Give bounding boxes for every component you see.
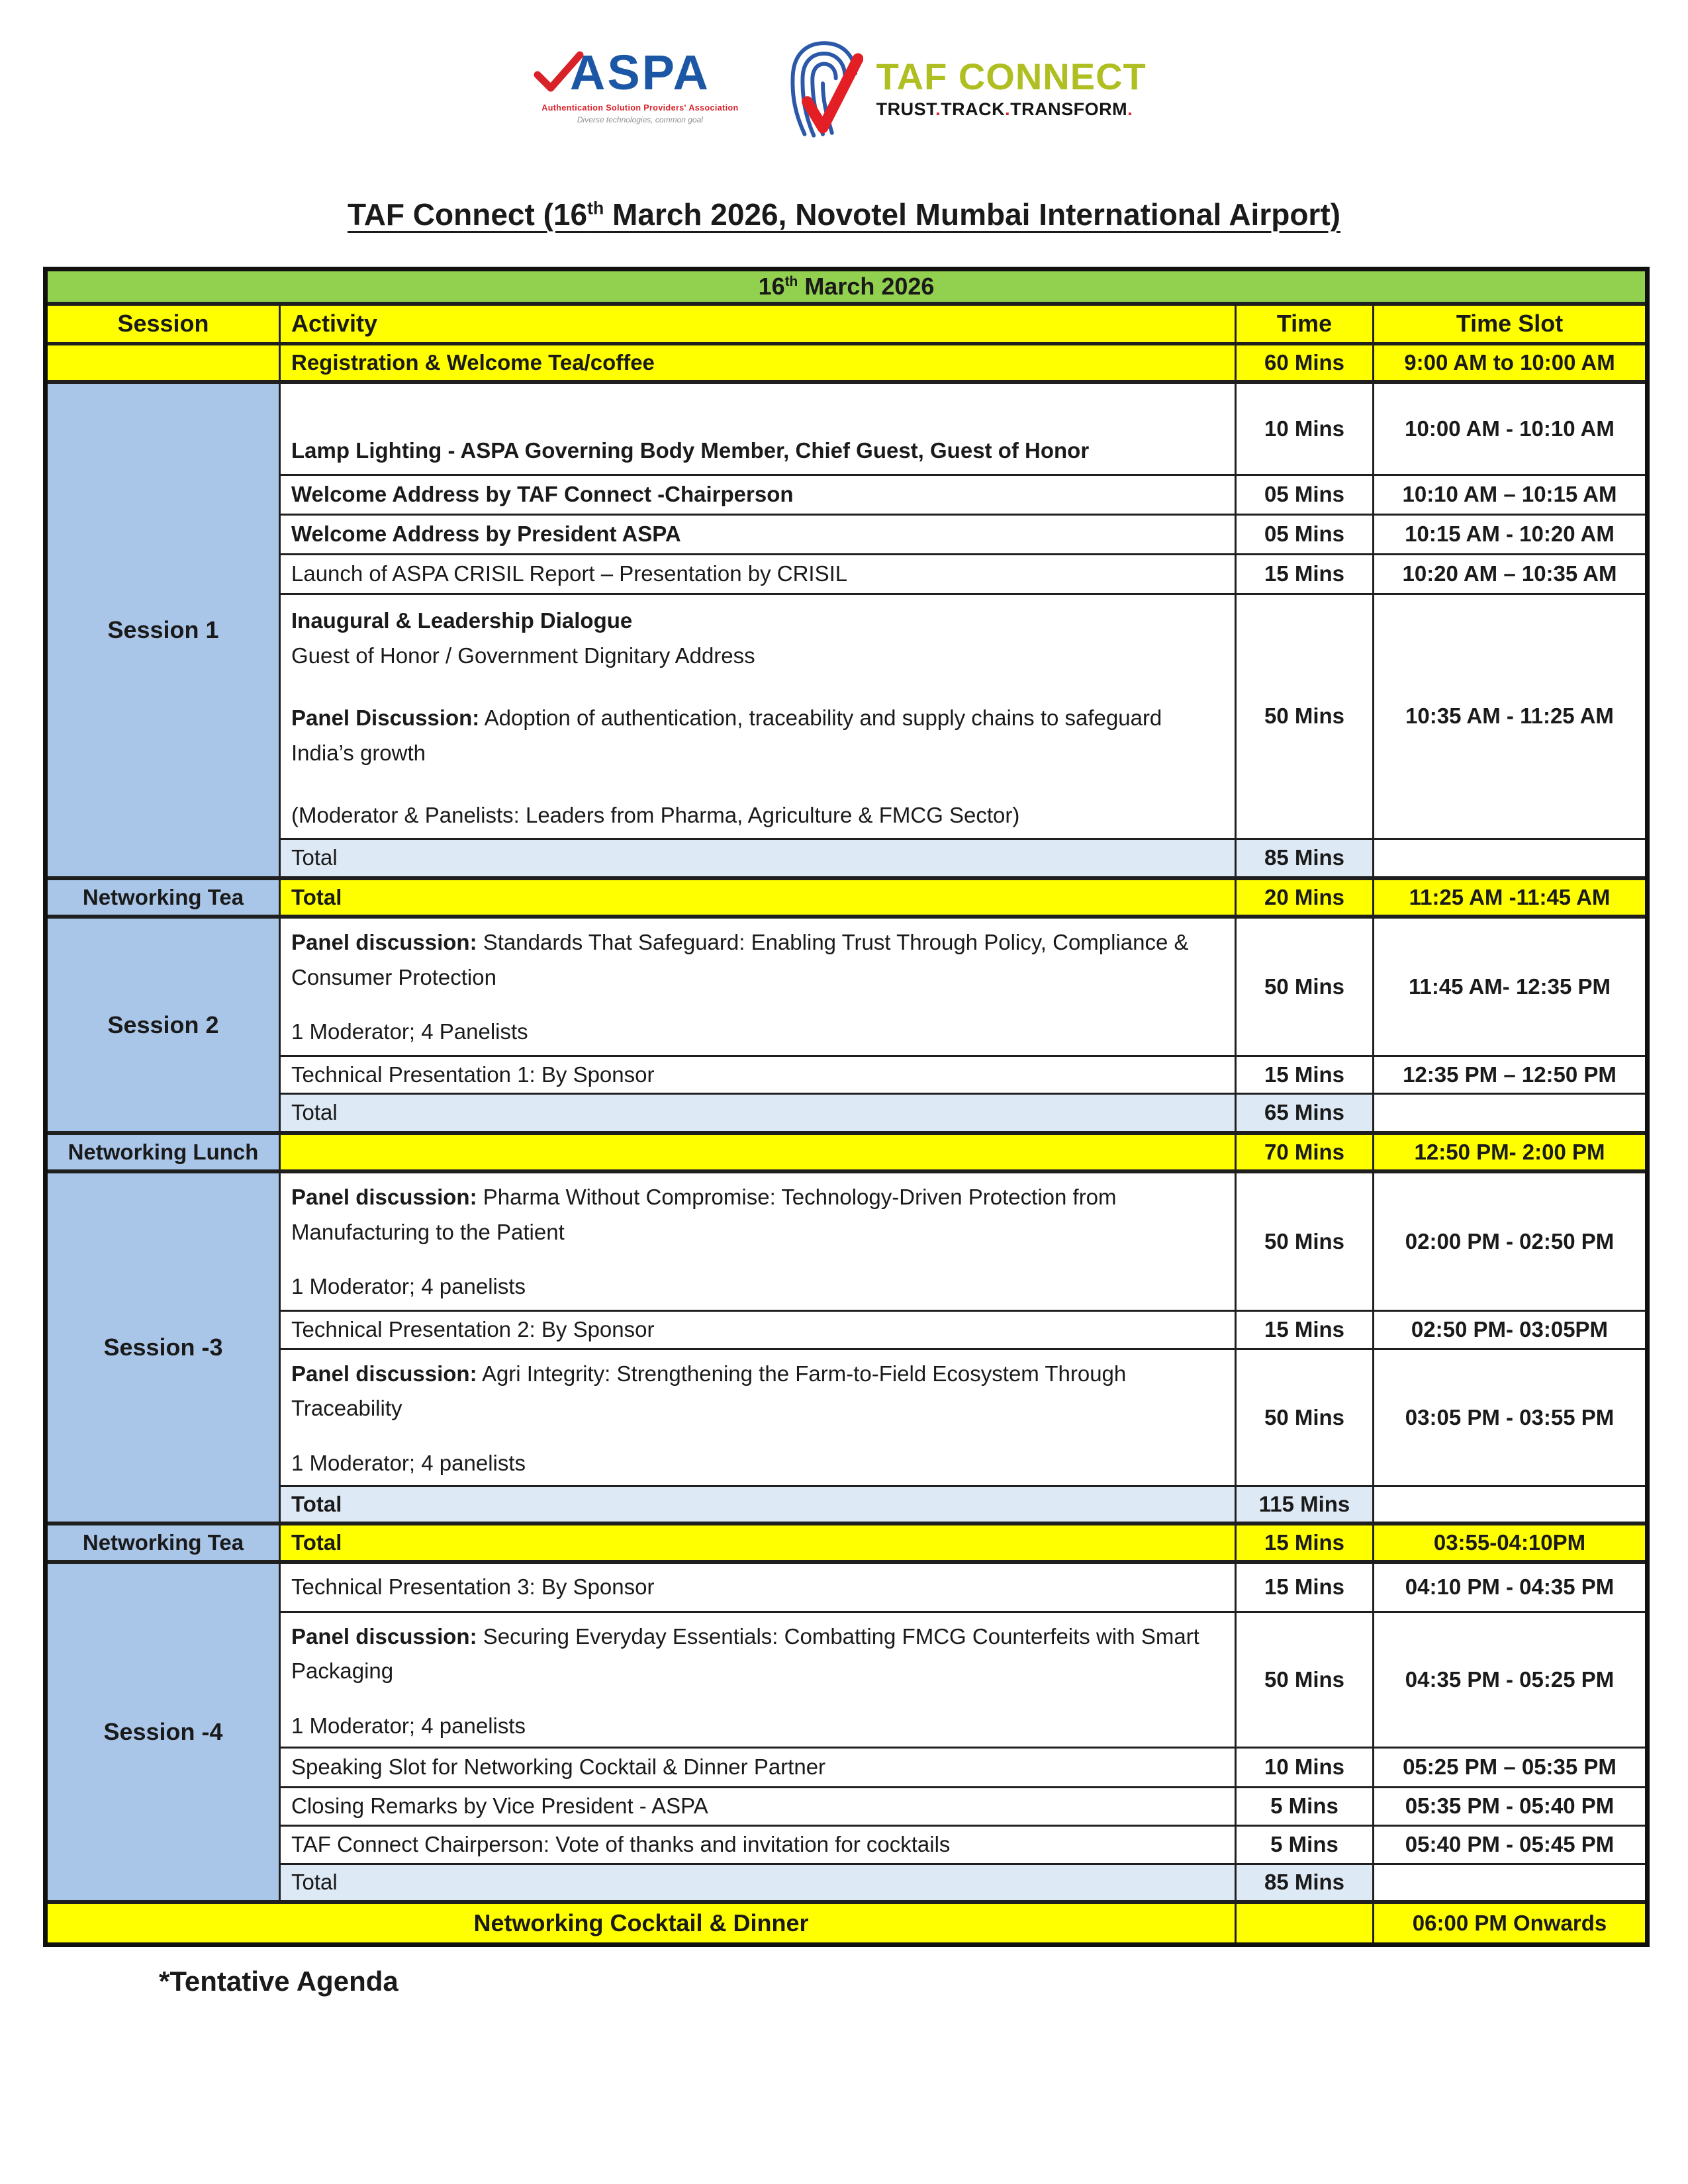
- networking-cocktail-row: [46, 1902, 1648, 1944]
- timeslot-cell: [1374, 1093, 1648, 1133]
- timeslot-cell: 11:25 AM -11:45 AM: [1374, 878, 1648, 917]
- timeslot-cell: 9:00 AM to 10:00 AM: [1374, 343, 1648, 382]
- panel-label: Panel discussion:: [291, 930, 477, 954]
- taf-tagline-dot: .: [1005, 99, 1011, 119]
- total-label-cell: Total: [280, 1486, 1236, 1524]
- time-cell: 50 Mins: [1236, 1171, 1374, 1310]
- panel-content: [291, 1357, 1228, 1481]
- panel-moderators: 1 Moderator; 4 Panelists: [291, 1019, 528, 1044]
- time-cell: 50 Mins: [1236, 1612, 1374, 1747]
- session-3-total-row: [46, 1486, 1648, 1524]
- time-cell: 5 Mins: [1236, 1825, 1374, 1864]
- timeslot-cell: 11:45 AM- 12:35 PM: [1374, 917, 1648, 1056]
- column-header-time-slot: Time Slot: [1374, 304, 1648, 343]
- session-1-total-row: [46, 839, 1648, 878]
- activity-cell: Welcome Address by TAF Connect -Chairperson: [280, 475, 1236, 514]
- agenda-table: [43, 267, 1650, 1947]
- panel-moderators: 1 Moderator; 4 panelists: [291, 1450, 526, 1475]
- timeslot-cell: 10:20 AM – 10:35 AM: [1374, 554, 1648, 594]
- timeslot-cell: 02:50 PM- 03:05PM: [1374, 1310, 1648, 1349]
- activity-cell: [280, 1612, 1236, 1747]
- agenda-row-inaugural-dialogue: [46, 594, 1648, 839]
- agenda-row-vote-of-thanks: [46, 1825, 1648, 1864]
- timeslot-cell: 10:35 AM - 11:25 AM: [1374, 594, 1648, 839]
- document-title-text: TAF Connect (16: [348, 197, 588, 232]
- timeslot-cell: 12:50 PM- 2:00 PM: [1374, 1133, 1648, 1171]
- timeslot-cell: 04:10 PM - 04:35 PM: [1374, 1562, 1648, 1612]
- activity-cell: Launch of ASPA CRISIL Report – Presentation by CRISIL: [280, 554, 1236, 594]
- timeslot-cell: 05:25 PM – 05:35 PM: [1374, 1747, 1648, 1787]
- networking-tea-row-2: [46, 1524, 1648, 1562]
- timeslot-cell: 03:55-04:10PM: [1374, 1524, 1648, 1562]
- agenda-row-crisil-report: [46, 554, 1648, 594]
- panel-text: Agri Integrity: Strengthening the Farm-to-Field Ecosystem Through Traceability: [291, 1361, 1127, 1421]
- activity-cell: TAF Connect Chairperson: Vote of thanks and invitation for cocktails: [280, 1825, 1236, 1864]
- registration-row: [46, 343, 1648, 382]
- inaugural-moderators: (Moderator & Panelists: Leaders from Pharma, Agriculture & FMCG Sector): [291, 803, 1020, 828]
- aspa-subtitle: Authentication Solution Providers' Association: [541, 103, 739, 113]
- taf-connect-logo: [785, 36, 1147, 141]
- session-3-cell: Session -3: [46, 1171, 280, 1524]
- break-label-cell: Networking Lunch: [46, 1133, 280, 1171]
- panel-label: Panel discussion:: [291, 1185, 477, 1209]
- timeslot-cell: 05:35 PM - 05:40 PM: [1374, 1787, 1648, 1825]
- agenda-row-panel-pharma: [46, 1171, 1648, 1310]
- taf-tagline-word: TRACK: [941, 99, 1006, 119]
- date-banner-sup: th: [784, 274, 798, 289]
- panel-label: Panel discussion:: [291, 1623, 477, 1649]
- time-cell: 70 Mins: [1236, 1133, 1374, 1171]
- date-banner-text: March 2026: [798, 273, 935, 300]
- timeslot-cell: 05:40 PM - 05:45 PM: [1374, 1825, 1648, 1864]
- inaugural-content: [291, 603, 1228, 833]
- inaugural-guest-line: Guest of Honor / Government Dignitary Address: [291, 643, 755, 668]
- activity-cell: Technical Presentation 1: By Sponsor: [280, 1056, 1236, 1093]
- time-cell: 20 Mins: [1236, 878, 1374, 917]
- panel-moderators: 1 Moderator; 4 panelists: [291, 1274, 526, 1299]
- column-header-row: [46, 304, 1648, 343]
- timeslot-cell: 06:00 PM Onwards: [1374, 1902, 1648, 1944]
- taf-wordmark: TAF CONNECT: [876, 56, 1147, 98]
- timeslot-cell: 02:00 PM - 02:50 PM: [1374, 1171, 1648, 1310]
- total-time-cell: 65 Mins: [1236, 1093, 1374, 1133]
- tentative-agenda-note: *Tentative Agenda: [159, 1965, 399, 1997]
- activity-cell: [280, 1349, 1236, 1486]
- session-cell: [46, 343, 280, 382]
- column-header-time: Time: [1236, 304, 1374, 343]
- inaugural-panel-line: [291, 700, 1228, 771]
- total-label-cell: Total: [280, 1093, 1236, 1133]
- activity-cell: Technical Presentation 3: By Sponsor: [280, 1562, 1236, 1612]
- agenda-row-panel-agri: [46, 1349, 1648, 1486]
- session-1-cell: Session 1: [46, 382, 280, 878]
- cocktail-label-cell: Networking Cocktail & Dinner: [46, 1902, 1236, 1944]
- timeslot-cell: [1374, 1486, 1648, 1524]
- activity-cell: Welcome Address by President ASPA: [280, 514, 1236, 554]
- timeslot-cell: 03:05 PM - 03:55 PM: [1374, 1349, 1648, 1486]
- timeslot-cell: 10:15 AM - 10:20 AM: [1374, 514, 1648, 554]
- aspa-tagline: Diverse technologies, common goal: [577, 115, 703, 124]
- session-2-cell: Session 2: [46, 917, 280, 1133]
- activity-cell: Registration & Welcome Tea/coffee: [280, 343, 1236, 382]
- panel-content: [291, 1180, 1228, 1304]
- activity-cell: [280, 1171, 1236, 1310]
- time-cell: 60 Mins: [1236, 343, 1374, 382]
- time-cell: 05 Mins: [1236, 514, 1374, 554]
- agenda-row-lamp-lighting: [46, 382, 1648, 475]
- timeslot-cell: 10:00 AM - 10:10 AM: [1374, 382, 1648, 475]
- time-cell: 15 Mins: [1236, 1310, 1374, 1349]
- total-time-cell: 85 Mins: [1236, 1864, 1374, 1902]
- taf-tagline-dot: .: [1127, 99, 1133, 119]
- document-title-sup: th: [587, 198, 604, 218]
- activity-cell: [280, 1133, 1236, 1171]
- activity-cell: [280, 917, 1236, 1056]
- activity-cell: Technical Presentation 2: By Sponsor: [280, 1310, 1236, 1349]
- document-title-text: March 2026, Novotel Mumbai International Airport): [604, 197, 1340, 232]
- column-header-session: Session: [46, 304, 280, 343]
- agenda-row-speaking-slot: [46, 1747, 1648, 1787]
- time-cell: 15 Mins: [1236, 554, 1374, 594]
- activity-cell: Total: [280, 878, 1236, 917]
- inaugural-heading: Inaugural & Leadership Dialogue: [291, 608, 633, 633]
- fingerprint-icon: [785, 36, 863, 141]
- agenda-row-technical-presentation-1: [46, 1056, 1648, 1093]
- time-cell: 10 Mins: [1236, 382, 1374, 475]
- date-banner: [46, 269, 1648, 304]
- date-banner-row: [46, 269, 1648, 304]
- time-cell: 50 Mins: [1236, 594, 1374, 839]
- taf-tagline-word: TRUST: [876, 99, 936, 119]
- agenda-row-welcome-president: [46, 514, 1648, 554]
- timeslot-cell: 10:10 AM – 10:15 AM: [1374, 475, 1648, 514]
- session-4-total-row: [46, 1864, 1648, 1902]
- panel-title-line: [291, 1619, 1228, 1690]
- activity-cell: Closing Remarks by Vice President - ASPA: [280, 1787, 1236, 1825]
- taf-wordmark-block: [876, 58, 1147, 120]
- panel-title-line: [291, 1180, 1228, 1250]
- panel-title-line: [291, 925, 1228, 995]
- panel-moderators: 1 Moderator; 4 panelists: [291, 1713, 526, 1738]
- time-cell: 15 Mins: [1236, 1056, 1374, 1093]
- session-4-cell: Session -4: [46, 1562, 280, 1902]
- time-cell: 50 Mins: [1236, 917, 1374, 1056]
- activity-cell: Total: [280, 1524, 1236, 1562]
- aspa-logo: [541, 36, 738, 124]
- time-cell: 50 Mins: [1236, 1349, 1374, 1486]
- document-title: [0, 197, 1688, 232]
- panel-content: [291, 925, 1228, 1050]
- taf-tagline-dot: .: [935, 99, 941, 119]
- total-time-cell: 85 Mins: [1236, 839, 1374, 878]
- activity-cell: Lamp Lighting - ASPA Governing Body Member, Chief Guest, Guest of Honor: [280, 382, 1236, 475]
- panel-text: Securing Everyday Essentials: Combatting FMCG Counterfeits with Smart Packaging: [291, 1623, 1199, 1684]
- time-cell: 15 Mins: [1236, 1562, 1374, 1612]
- column-header-activity: Activity: [280, 304, 1236, 343]
- panel-title-line: [291, 1357, 1228, 1427]
- agenda-row-welcome-chairperson: [46, 475, 1648, 514]
- agenda-row-technical-presentation-3: [46, 1562, 1648, 1612]
- total-time-cell: 115 Mins: [1236, 1486, 1374, 1524]
- aspa-wordmark: ASPA: [569, 45, 710, 100]
- logo-row: [0, 0, 1688, 156]
- timeslot-cell: 04:35 PM - 05:25 PM: [1374, 1612, 1648, 1747]
- timeslot-cell: [1374, 1864, 1648, 1902]
- break-label-cell: Networking Tea: [46, 1524, 280, 1562]
- panel-content: [291, 1619, 1228, 1744]
- panel-text: Adoption of authentication, traceability and supply chains to safeguard India’s growth: [291, 705, 1162, 766]
- taf-tagline: [876, 99, 1147, 120]
- break-label-cell: Networking Tea: [46, 878, 280, 917]
- agenda-row-panel-standards: [46, 917, 1648, 1056]
- activity-cell: [280, 594, 1236, 839]
- taf-tagline-word: TRANSFORM: [1010, 99, 1128, 119]
- time-cell: 15 Mins: [1236, 1524, 1374, 1562]
- networking-tea-row-1: [46, 878, 1648, 917]
- total-label-cell: Total: [280, 839, 1236, 878]
- time-cell: [1236, 1902, 1374, 1944]
- panel-label: Panel Discussion:: [291, 705, 480, 730]
- inaugural-heading-block: [291, 603, 1228, 674]
- timeslot-cell: [1374, 839, 1648, 878]
- session-2-total-row: [46, 1093, 1648, 1133]
- date-banner-text: 16: [758, 273, 785, 300]
- agenda-row-closing-remarks: [46, 1787, 1648, 1825]
- time-cell: 05 Mins: [1236, 475, 1374, 514]
- networking-lunch-row: [46, 1133, 1648, 1171]
- panel-text: Standards That Safeguard: Enabling Trust Through Policy, Compliance & Consumer Protection: [291, 930, 1189, 989]
- timeslot-cell: 12:35 PM – 12:50 PM: [1374, 1056, 1648, 1093]
- panel-label: Panel discussion:: [291, 1361, 477, 1386]
- time-cell: 5 Mins: [1236, 1787, 1374, 1825]
- agenda-row-panel-fmcg: [46, 1612, 1648, 1747]
- panel-text: Pharma Without Compromise: Technology-Driven Protection from Manufacturing to the Patient: [291, 1185, 1117, 1244]
- activity-cell: Speaking Slot for Networking Cocktail & Dinner Partner: [280, 1747, 1236, 1787]
- time-cell: 10 Mins: [1236, 1747, 1374, 1787]
- aspa-checkmark-icon: [534, 51, 585, 93]
- agenda-row-technical-presentation-2: [46, 1310, 1648, 1349]
- total-label-cell: Total: [280, 1864, 1236, 1902]
